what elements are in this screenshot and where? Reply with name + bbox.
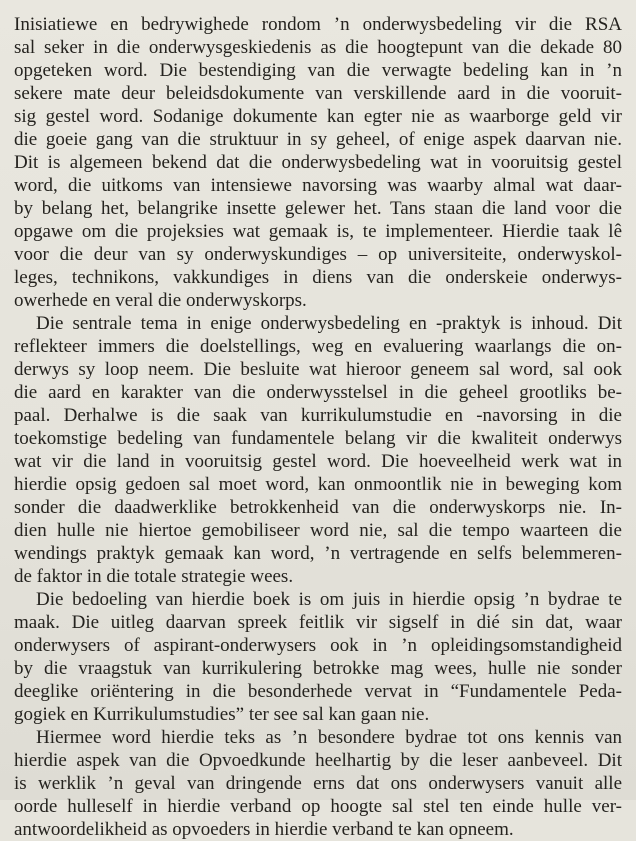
text-line: sonder die daadwerklike betrokkenheid van die onderwyskorps nie. In- (14, 497, 622, 518)
text-line: by die vraagstuk van kurrikulering betrokke mag wees, hulle nie sonder (14, 658, 622, 679)
text-line: owerhede en veral die onderwyskorps. (14, 290, 307, 311)
paragraph-1 (14, 13, 622, 312)
text-line: opgeteken word. Die bestendiging van die verwagte bedeling kan in ’n (14, 60, 622, 81)
text-line: oorde hulleself in hierdie verband op hoogte sal stel ten einde hulle ver- (14, 796, 622, 817)
paragraph-3 (14, 588, 622, 726)
text-line: sal seker in die onderwysgeskiedenis as die hoogtepunt van die dekade 80 (14, 37, 622, 58)
text-line: paal. Derhalwe is die saak van kurrikulumstudie en -navorsing in die (14, 405, 622, 426)
paragraph-2 (14, 312, 622, 588)
text-line: Inisiatiewe en bedrywighede rondom ’n onderwysbedeling vir die RSA (14, 14, 622, 35)
text-line: de faktor in die totale strategie wees. (14, 566, 294, 587)
text-line: derwys sy loop neem. Die besluite wat hieroor geneem sal word, sal ook (14, 359, 622, 380)
text-line: wat vir die land in vooruitsig gestel word. Die hoeveelheid werk wat in (14, 451, 622, 472)
text-line: maak. Die uitleg daarvan spreek feitlik vir sigself in dié sin dat, waar (14, 612, 622, 633)
text-line: is werklik ’n geval van dringende erns dat ons onderwysers vanuit alle (14, 773, 622, 794)
text-line: sekere mate deur beleidsdokumente van verskillende aard in die vooruit- (14, 83, 622, 104)
text-line: voor die deur van sy onderwyskundiges – op universiteite, onderwyskol- (14, 244, 622, 265)
text-line: leges, technikons, vakkundiges in diens van die onderskeie onderwys- (14, 267, 622, 288)
text-line: Die bedoeling van hierdie boek is om juis in hierdie opsig ’n bydrae te (36, 589, 622, 610)
text-line: hierdie opsig gedoen sal moet word, kan onmoontlik nie in beweging kom (14, 474, 622, 495)
text-line: by belang het, belangrike insette gelewer het. Tans staan die land voor die (14, 198, 622, 219)
text-line: wendings praktyk gemaak kan word, ’n vertragende en selfs belemmeren- (14, 543, 622, 564)
paragraph-4 (14, 726, 622, 841)
text-line: hierdie aspek van die Opvoedkunde heelhartig by die leser aanbeveel. Dit (14, 750, 622, 771)
text-line: antwoordelikheid as opvoeders in hierdie verband te kan opneem. (14, 819, 514, 840)
text-line: word, die uitkoms van intensiewe navorsing was waarby almal wat daar- (14, 175, 622, 196)
text-line: Dit is algemeen bekend dat die onderwysbedeling wat in vooruitsig gestel (14, 152, 622, 173)
text-line: opgawe om die projeksies wat gemaak is, te implementeer. Hierdie taak lê (14, 221, 622, 242)
text-line: Die sentrale tema in enige onderwysbedeling en -praktyk is inhoud. Dit (36, 313, 622, 334)
text-line: deeglike oriëntering in die besonderhede vervat in “Fundamentele Peda- (14, 681, 622, 702)
text-line: toekomstige bedeling van fundamentele belang vir die kwaliteit onderwys (14, 428, 622, 449)
text-line: gogiek en Kurrikulumstudies” ter see sal kan gaan nie. (14, 704, 430, 725)
text-line: sig gestel word. Sodanige dokumente kan egter nie as waarborge geld vir (14, 106, 622, 127)
text-line: reflekteer immers die doelstellings, weg en evaluering waarlangs die on- (14, 336, 622, 357)
text-line: dien hulle nie hiertoe gemobiliseer word nie, sal die tempo waarteen die (14, 520, 622, 541)
text-line: die aard en karakter van die onderwysstelsel in die geheel grootliks be- (14, 382, 622, 403)
text-line: die goeie gang van die struktuur in sy geheel, of enige aspek daarvan nie. (14, 129, 622, 150)
text-line: onderwysers of aspirant-onderwysers ook in ’n opleidingsomstandigheid (14, 635, 622, 656)
text-line: Hiermee word hierdie teks as ’n besondere bydrae tot ons kennis van (36, 727, 622, 748)
